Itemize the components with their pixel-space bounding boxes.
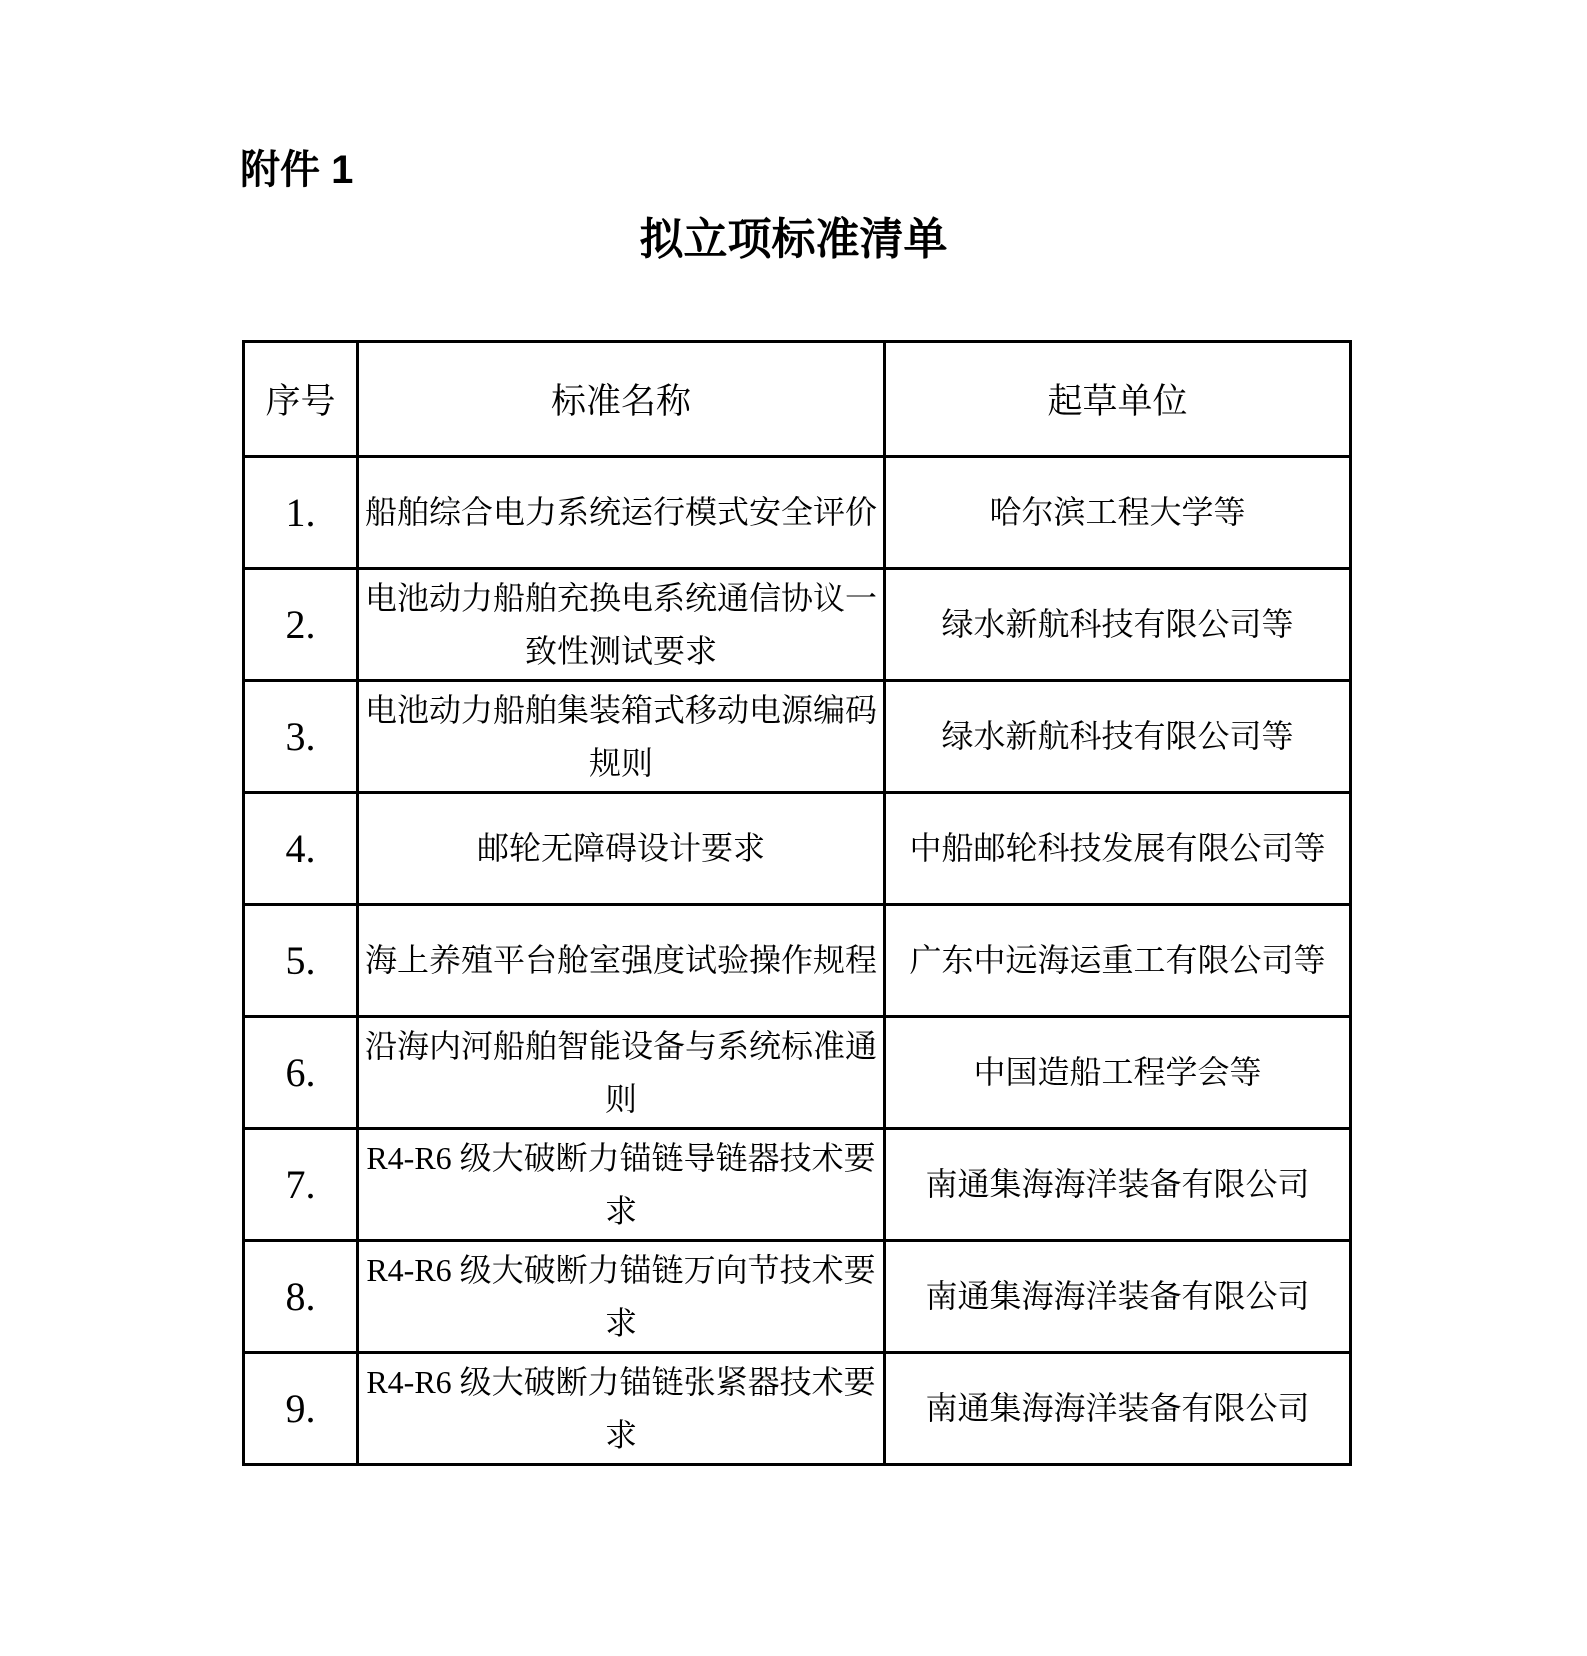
table-row	[244, 1129, 1351, 1241]
standard-name-cell	[358, 1017, 885, 1129]
table-row	[244, 681, 1351, 793]
drafting-unit-cell: 广东中远海运重工有限公司等	[885, 905, 1351, 1017]
standard-name-text: 海上养殖平台舱室强度试验操作规程	[364, 942, 877, 979]
table-row	[244, 1017, 1351, 1129]
standard-name-cell	[358, 1353, 885, 1465]
drafting-unit-cell: 中船邮轮科技发展有限公司等	[885, 793, 1351, 905]
row-index-cell: 1.	[244, 457, 358, 569]
row-index-cell: 8.	[244, 1241, 358, 1353]
standard-name-text: 沿海内河船舶智能设备与系统标准通则	[364, 1027, 877, 1117]
row-index-cell: 6.	[244, 1017, 358, 1129]
standard-name-text: R4-R6 级大破断力锚链导链器技术要求	[366, 1139, 876, 1229]
drafting-unit-cell: 南通集海海洋装备有限公司	[885, 1129, 1351, 1241]
drafting-unit-cell: 绿水新航科技有限公司等	[885, 569, 1351, 681]
row-index-cell: 4.	[244, 793, 358, 905]
standard-name-text: R4-R6 级大破断力锚链张紧器技术要求	[366, 1363, 876, 1453]
table-body	[244, 457, 1351, 1465]
standard-name-cell	[358, 1241, 885, 1353]
drafting-unit-cell: 中国造船工程学会等	[885, 1017, 1351, 1129]
table-row	[244, 793, 1351, 905]
table-row	[244, 905, 1351, 1017]
drafting-unit-cell: 哈尔滨工程大学等	[885, 457, 1351, 569]
table-row	[244, 1353, 1351, 1465]
standard-name-cell	[358, 905, 885, 1017]
row-index-cell: 5.	[244, 905, 358, 1017]
standard-name-cell	[358, 569, 885, 681]
standard-name-text: 船舶综合电力系统运行模式安全评价	[364, 494, 877, 531]
drafting-unit-cell: 南通集海海洋装备有限公司	[885, 1353, 1351, 1465]
standard-name-cell	[358, 793, 885, 905]
page-title: 拟立项标准清单	[639, 215, 948, 264]
standard-name-text: 邮轮无障碍设计要求	[476, 830, 765, 867]
header-row	[244, 342, 1351, 457]
standard-name-cell	[358, 457, 885, 569]
attachment-label: 附件 1	[240, 148, 354, 192]
table-header	[244, 342, 1351, 457]
column-header-standard-name: 标准名称	[358, 342, 885, 457]
standard-name-text: 电池动力船舶充换电系统通信协议一致性测试要求	[364, 579, 877, 669]
standard-name-text: 电池动力船舶集装箱式移动电源编码规则	[364, 691, 877, 781]
standard-name-cell	[358, 681, 885, 793]
drafting-unit-cell: 南通集海海洋装备有限公司	[885, 1241, 1351, 1353]
drafting-unit-cell: 绿水新航科技有限公司等	[885, 681, 1351, 793]
standard-name-text: R4-R6 级大破断力锚链万向节技术要求	[366, 1251, 876, 1341]
row-index-cell: 7.	[244, 1129, 358, 1241]
column-header-drafting-unit: 起草单位	[885, 342, 1351, 457]
standards-table	[242, 340, 1352, 1466]
column-header-index: 序号	[244, 342, 358, 457]
table-row	[244, 1241, 1351, 1353]
table-row	[244, 457, 1351, 569]
row-index-cell: 2.	[244, 569, 358, 681]
standard-name-cell	[358, 1129, 885, 1241]
row-index-cell: 3.	[244, 681, 358, 793]
row-index-cell: 9.	[244, 1353, 358, 1465]
table-row	[244, 569, 1351, 681]
